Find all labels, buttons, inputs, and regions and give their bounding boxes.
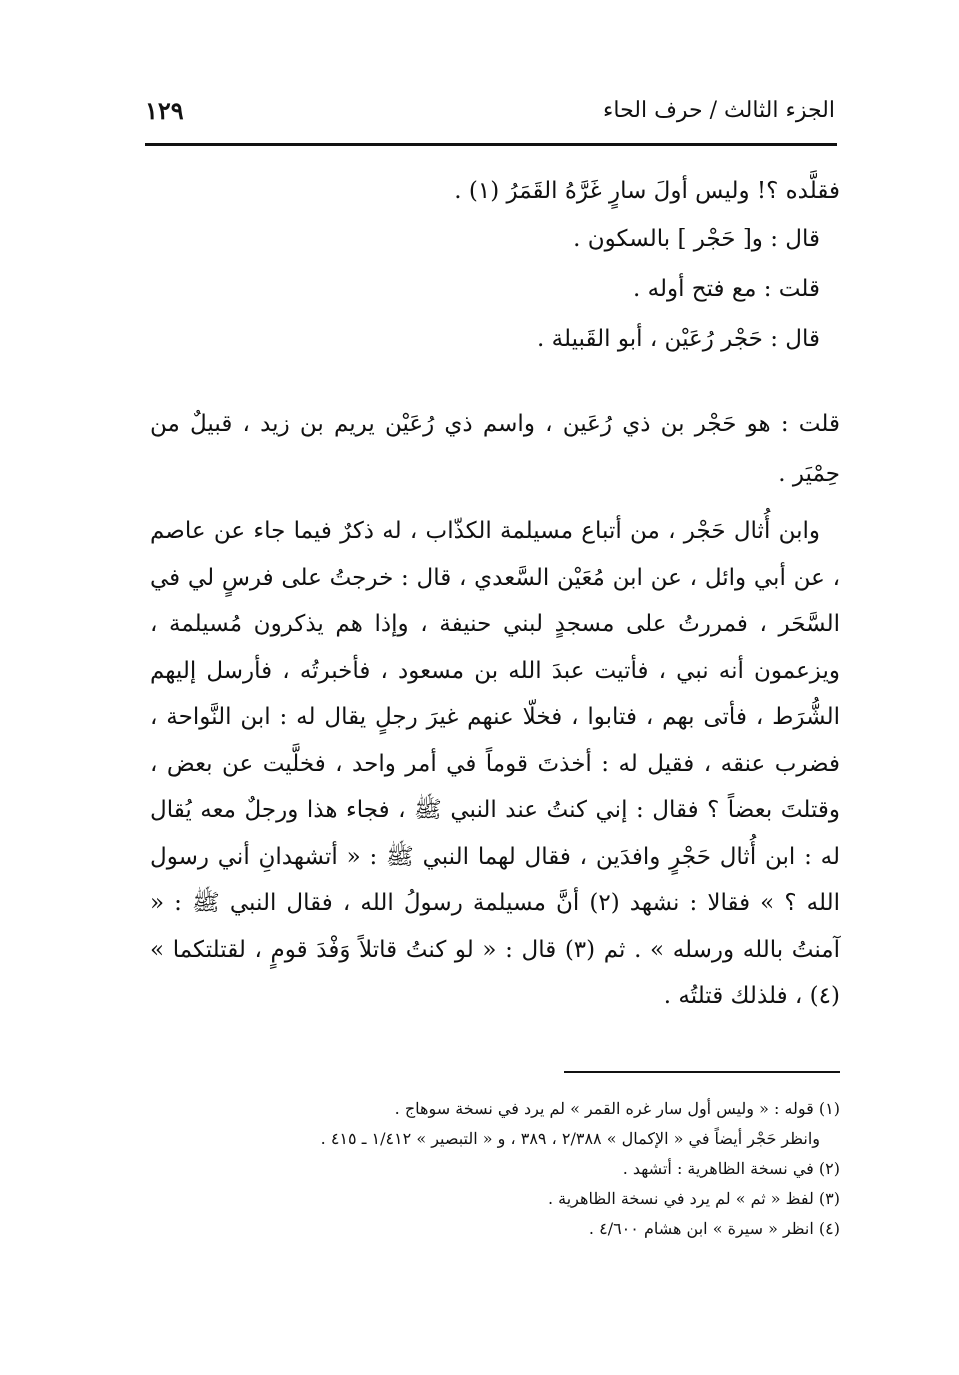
dialogue-paragraph: قلت : هو حَجْر بن ذي رُعَين ، واسم ذي رُعَيْن يريم بن زيد ، قبيلٌ من حِمْيَر .: [150, 411, 840, 487]
footnotes: [150, 1094, 840, 1244]
header-divider: [145, 143, 837, 146]
spacer: [150, 472, 840, 508]
narrative-paragraph: وابن أُثال حَجْر ، من أتباع مسيلمة الكذّاب ، له ذكرٌ فيما جاء عن عاصم ، عن أبي وائل ، عن ابن مُعَيْن السَّعدي ، قال : خرجتُ على فرسٍ لي في السَّحَر ، فمررتُ على مسجدٍ لبني حنيفة ، وإذا هم يذكرون مُسيلمة ، ويزعمون أنه نبي ، فأتيت عبدَ الله بن مسعود ، فأخبرتُه ، فأرسل إليهم الشُّرَط ، فأتى بهم ، فتابوا ، فخلّا عنهم غيرَ رجلٍ يقال له : ابن النَّواحة ، فضرب عنقه ، فقيل له : أخذتَ قوماً في أمر واحد ، فخلَّيت عن بعض ، وقتلتَ بعضاً ؟ فقال : إني كنتُ عند النبي ﷺ ، فجاء هذا ورجلٌ معه يُقال له : ابن أُثال حَجْرٍ وافدَين ، فقال لهما النبي ﷺ : « أتشهدانِ أني رسول الله ؟ » فقالا : نشهد (٢) أنَّ مسيلمة رسولُ الله ، فقال النبي ﷺ : « آمنتُ بالله ورسله » . ثم (٣) قال : « لو كنتُ قاتلاً وَفْدَ قومٍ ، لقتلتكما » (٤) ، فلذلك قتلتُه .: [150, 518, 840, 1009]
page-number: ١٢٩: [145, 96, 184, 125]
footnote-item: (٤) انظر « سيرة » ابن هشام ٤/٦٠٠ .: [588, 1219, 840, 1238]
spacer: [150, 364, 840, 376]
running-header: [145, 92, 835, 132]
footnote-divider: [564, 1071, 840, 1073]
running-header-title: الجزء الثالث / حرف الحاء: [603, 98, 835, 123]
dialogue-line: قال : و[ حَجْر ] بالسكون .: [573, 226, 820, 252]
dialogue-line: قال : حَجْر رُعَيْن ، أبو القَبيلة .: [537, 326, 820, 352]
footnote-item: (٣) لفظ « ثم » لم يرد في نسخة الظاهرية .: [547, 1189, 840, 1208]
footnote-item: (٢) في نسخة الظاهرية : أتشهد .: [622, 1159, 840, 1178]
dialogue-line: قلت : مع فتح أوله .: [633, 276, 820, 302]
main-text: [150, 168, 840, 1020]
text-line: فقلَّده ؟! وليس أولَ سارٍ غَرَّهُ القَمَرُ (١) .: [454, 178, 840, 204]
footnote-item: (١) قوله : « وليس أول سار غره القمر » لم يرد في نسخة سوهاج .: [394, 1099, 840, 1118]
footnote-item: وانظر حَجْر أيضاً في « الإكمال » ٢/٣٨٨ ، ٣٨٩ ، و « التبصير » ١/٤١٢ ـ ٤١٥ .: [320, 1129, 820, 1148]
